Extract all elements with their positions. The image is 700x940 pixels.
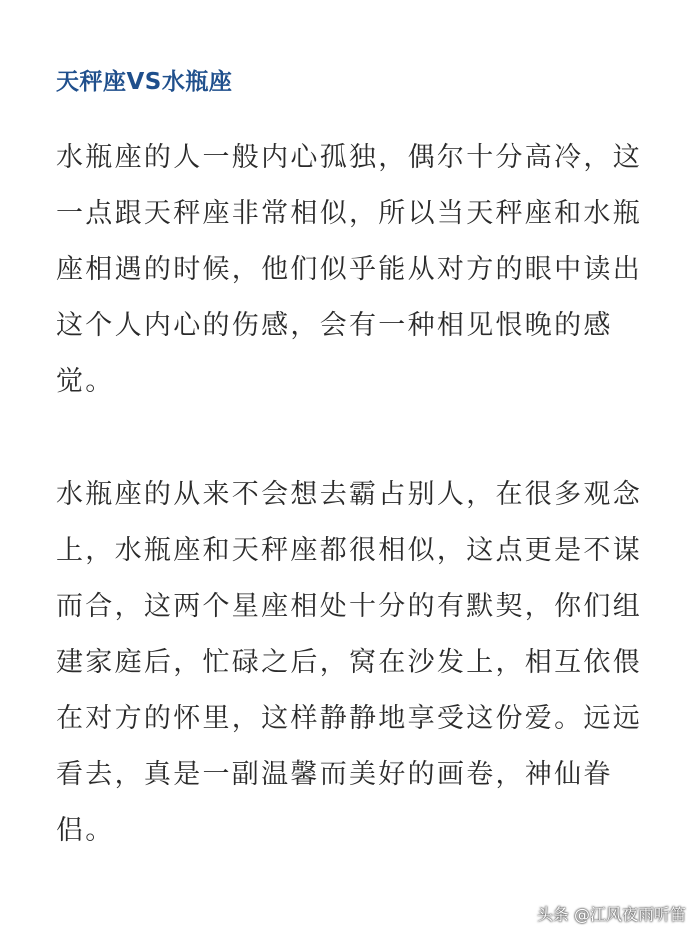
paragraph-line: 看去，真是一副温馨而美好的画卷，神仙眷	[56, 759, 613, 790]
paragraph-line: 侣。	[56, 815, 115, 846]
paragraph-line: 建家庭后，忙碌之后，窝在沙发上，相互依偎	[56, 647, 642, 678]
paragraph-line: 这个人内心的伤感，会有一种相见恨晚的感	[56, 310, 613, 341]
article-heading: 天秤座VS水瓶座	[56, 69, 233, 95]
paragraph-line: 水瓶座的从来不会想去霸占别人，在很多观念	[56, 479, 642, 510]
paragraph-2	[56, 467, 646, 859]
source-watermark: 头条 @江风夜雨听笛	[536, 905, 686, 924]
paragraph-line: 座相遇的时候，他们似乎能从对方的眼中读出	[56, 254, 642, 285]
paragraph-line: 而合，这两个星座相处十分的有默契，你们组	[56, 591, 642, 622]
paragraph-line: 一点跟天秤座非常相似，所以当天秤座和水瓶	[56, 198, 642, 229]
paragraph-line: 在对方的怀里，这样静静地享受这份爱。远远	[56, 703, 642, 734]
paragraph-line: 上，水瓶座和天秤座都很相似，这点更是不谋	[56, 535, 642, 566]
paragraph-1	[56, 130, 646, 410]
paragraph-line: 水瓶座的人一般内心孤独，偶尔十分高冷，这	[56, 142, 642, 173]
paragraph-line: 觉。	[56, 366, 115, 397]
